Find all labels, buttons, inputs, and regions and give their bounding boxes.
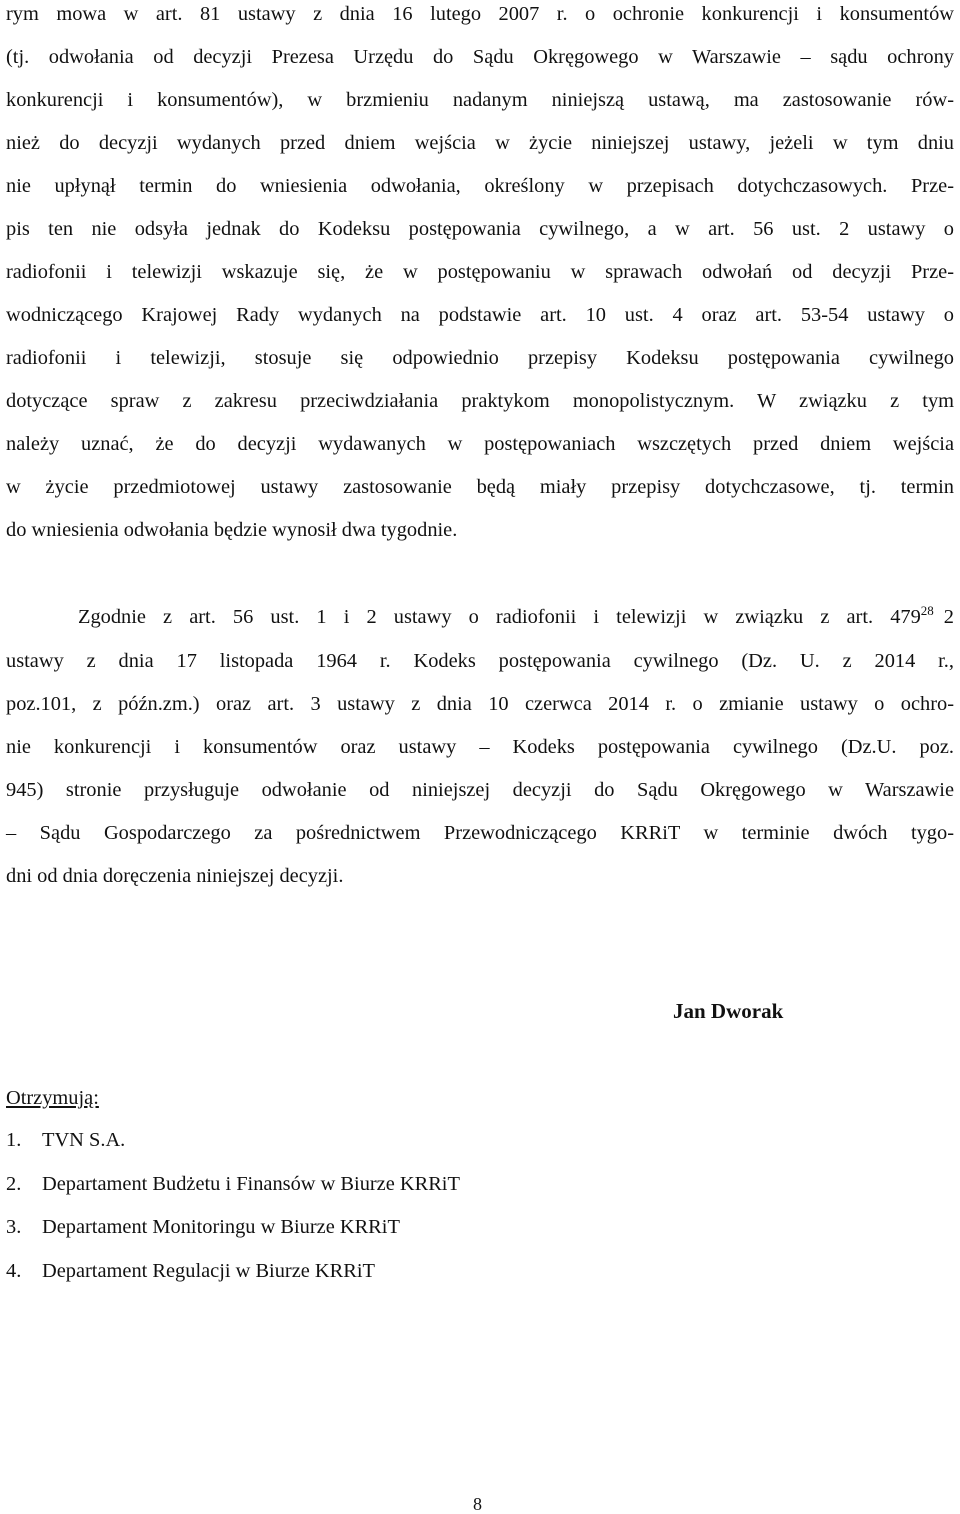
paragraph-1-line: nież do decyzji wydanych przed dniem wejścia w życie niniejszej ustawy, jeżeli w tym dniu (6, 132, 954, 154)
paragraph-2-line: poz.101, z późn.zm.) oraz art. 3 ustawy z dnia 10 czerwca 2014 r. o zmianie ustawy o ochro- (6, 693, 954, 715)
paragraph-1-line: konkurencji i konsumentów), w brzmieniu nadanym niniejszą ustawą, ma zastosowanie rów- (6, 89, 954, 111)
paragraph-1-line: (tj. odwołania od decyzji Prezesa Urzędu do Sądu Okręgowego w Warszawie – sądu ochrony (6, 46, 954, 68)
paragraph-2-first-tail: 2 (943, 606, 954, 628)
recipient-name: TVN S.A. (42, 1129, 126, 1151)
paragraph-1-line: należy uznać, że do decyzji wydawanych w postępowaniach wszczętych przed dniem wejścia (6, 433, 954, 455)
paragraph-1-line: pis ten nie odsyła jednak do Kodeksu postępowania cywilnego, a w art. 56 ust. 2 ustawy o (6, 218, 954, 240)
paragraph-2-line: ustawy z dnia 17 listopada 1964 r. Kodeks postępowania cywilnego (Dz. U. z 2014 r., (6, 650, 954, 672)
paragraph-1-line: dotyczące spraw z zakresu przeciwdziałania praktykom monopolistycznym. W związku z tym (6, 390, 954, 412)
paragraph-1-line: rym mowa w art. 81 ustawy z dnia 16 lutego 2007 r. o ochronie konkurencji i konsumentów (6, 3, 954, 25)
recipients-list (6, 1128, 460, 1302)
paragraph-2-line: dni od dnia doręczenia niniejszej decyzji. (6, 865, 344, 887)
paragraph-1-line: w życie przedmiotowej ustawy zastosowanie będą miały przepisy dotychczasowe, tj. termin (6, 476, 954, 498)
superscript: 28 (920, 603, 934, 618)
recipient-number: 4. (6, 1259, 22, 1282)
paragraph-2-first-text: Zgodnie z art. 56 ust. 1 i 2 ustawy o radiofonii i telewizji w związku z art. 479 (78, 606, 921, 628)
recipient-item (6, 1215, 460, 1259)
paragraph-1-line: do wniesienia odwołania będzie wynosił dwa tygodnie. (6, 519, 458, 541)
recipient-name: Departament Budżetu i Finansów w Biurze KRRiT (42, 1172, 460, 1195)
recipient-number: 3. (6, 1216, 22, 1238)
paragraph-2-line: nie konkurencji i konsumentów oraz ustawy – Kodeks postępowania cywilnego (Dz.U. poz. (6, 736, 954, 758)
recipient-item (6, 1172, 460, 1216)
recipient-item (6, 1259, 460, 1303)
recipient-name: Departament Regulacji w Biurze KRRiT (42, 1259, 375, 1282)
paragraph-1-line: radiofonii i telewizji wskazuje się, że w postępowaniu w sprawach odwołań od decyzji Prze- (6, 261, 954, 283)
paragraph-2-line: – Sądu Gospodarczego za pośrednictwem Przewodniczącego KRRiT w terminie dwóch tygo- (6, 822, 954, 844)
recipient-item (6, 1128, 460, 1172)
recipient-number: 1. (6, 1129, 22, 1151)
paragraph-1-line: nie upłynął termin do wniesienia odwołania, określony w przepisach dotychczasowych. Prze- (6, 175, 954, 197)
recipient-number: 2. (6, 1172, 22, 1195)
paragraph-1-line: wodniczącego Krajowej Rady wydanych na podstawie art. 10 ust. 4 oraz art. 53-54 ustawy o (6, 304, 954, 326)
paragraph-2-line: 945) stronie przysługuje odwołanie od niniejszej decyzji do Sądu Okręgowego w Warszawie (6, 779, 954, 801)
recipients-heading: Otrzymują: (6, 1087, 99, 1109)
paragraph-1-line: radiofonii i telewizji, stosuje się odpowiednio przepisy Kodeksu postępowania cywilnego (6, 347, 954, 369)
paragraph-2-first-line (78, 605, 954, 629)
page-number: 8 (473, 1494, 482, 1514)
recipient-name: Departament Monitoringu w Biurze KRRiT (42, 1216, 400, 1238)
signature-name: Jan Dworak (673, 999, 784, 1023)
